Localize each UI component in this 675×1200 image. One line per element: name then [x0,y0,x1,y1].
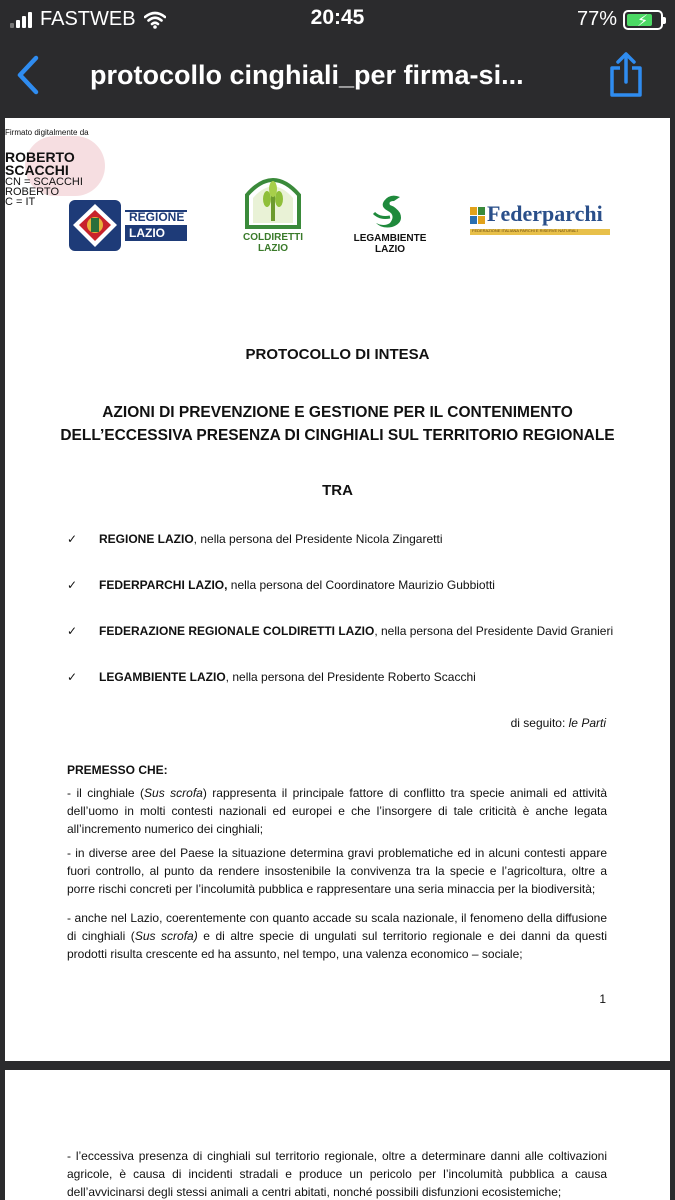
signer-last-name: SCACCHI [5,162,69,178]
document-page-2[interactable] [5,1070,670,1200]
tra-heading: TRA [322,482,353,499]
legambiente-lazio-label: LAZIO [375,244,405,255]
charging-bolt-icon: ⚡ [637,12,649,30]
premesso-heading: PREMESSO CHE: [67,763,168,777]
parties-note-prefix: di seguito: [510,716,569,730]
protocol-subtitle-line-1: AZIONI DI PREVENZIONE E GESTIONE PER IL CONTENIMENTO [102,404,573,421]
party-representative: , nella persona del Presidente Nicola Zingaretti [193,532,443,546]
back-chevron-icon[interactable] [14,52,44,98]
check-icon: ✓ [67,532,78,546]
legambiente-swan-icon [370,193,410,229]
parties-note [511,716,606,730]
legambiente-logo [345,193,435,258]
status-bar [0,0,675,38]
document-page-1[interactable] [5,118,670,1061]
party-name: LEGAMBIENTE LAZIO [99,670,226,684]
nav-bar [0,40,675,112]
legambiente-label: LEGAMBIENTE [353,233,427,244]
coldiretti-lazio-label: LAZIO [258,243,288,254]
federparchi-emblem-icon [470,207,486,225]
premise-paragraph-4: - l’eccessiva presenza di cinghiali sul territorio regionale, oltre a determinare danni alle coltivazioni agricole, è causa di incidenti stradali e produce un pericolo per l’incolumità pubblica a causa dell’avvicinarsi degli stessi animali a centri abitati, nonché possibili disfunzioni ecosistemiche; [67,1149,607,1199]
party-representative: nella persona del Coordinatore Maurizio Gubbiotti [227,578,495,592]
share-icon[interactable] [607,52,645,98]
signature-country: C = IT [5,196,36,208]
carrier-label: FASTWEB [40,8,136,30]
check-icon: ✓ [67,624,78,638]
page-number: 1 [599,992,606,1006]
party-name: FEDERAZIONE REGIONALE COLDIRETTI LAZIO [99,624,375,638]
signature-label: Firmato digitalmente da [5,128,89,137]
signer-first-name: ROBERTO [5,149,75,165]
coldiretti-logo [241,173,305,258]
party-name: REGIONE LAZIO [99,532,194,546]
party-representative: , nella persona del Presidente Roberto Scacchi [225,670,476,684]
document-title: protocollo cinghiali_per firma-si... [90,60,524,90]
premise-paragraph-3: - anche nel Lazio, coerentemente con quanto accade su scala nazionale, il fenomeno della diffusione di cinghiali (Sus scrofa) e di altre specie di ungulati sul territorio regionale e dei danni da questi prodotti risulta crescente ed ha assunto, nel tempo, una valenza economico – sociale; [67,911,608,961]
signature-cn: CN = SCACCHI [5,176,83,188]
battery-percent: 77% [576,8,617,30]
federparchi-logo [470,203,610,243]
party-representative: , nella persona del Presidente David Granieri [374,624,614,638]
check-icon: ✓ [67,578,78,592]
premise-paragraph-1: - il cinghiale (Sus scrofa) rappresenta il principale fattore di conflitto tra specie animali ed attività dell’uomo in molti contesti nazionali ed europei e che l’insorgere di tale criticità è anche legata all’incremento numerico dei cinghiali; [67,786,607,836]
clock: 20:45 [310,6,365,29]
check-icon: ✓ [67,670,78,684]
premise-paragraph-2: - in diverse aree del Paese la situazione determina gravi problematiche ed in alcuni contesti appare fuori controllo, al punto da rendere insostenibile la convivenza tra la specie e l’agricoltura, oltre a porre rischi concreti per l’incolumità pubblica e rappresentare una seria minaccia per la biodiversità; [67,846,607,896]
status-right [577,8,663,31]
signature-cn-2: ROBERTO [5,186,59,198]
regione-label: REGIONE [129,210,185,224]
federparchi-label: Federparchi [487,201,603,226]
regione-lazio-logo [67,198,187,253]
party-name: FEDERPARCHI LAZIO, [99,578,228,592]
protocol-subtitle-line-2: DELL’ECCESSIVA PRESENZA DI CINGHIALI SUL TERRITORIO REGIONALE [60,427,615,444]
coldiretti-emblem-icon [243,173,303,229]
regione-lazio-label: LAZIO [129,226,165,240]
federparchi-subtitle: FEDERAZIONE ITALIANA PARCHI E RISERVE NATURALI [472,228,578,233]
coldiretti-label: COLDIRETTI [243,232,303,243]
logo-row [5,173,670,263]
parties-note-term: le Parti [568,716,606,730]
protocol-title: PROTOCOLLO DI INTESA [245,346,430,363]
battery-icon [623,10,663,30]
regione-lazio-emblem-icon [67,198,123,253]
